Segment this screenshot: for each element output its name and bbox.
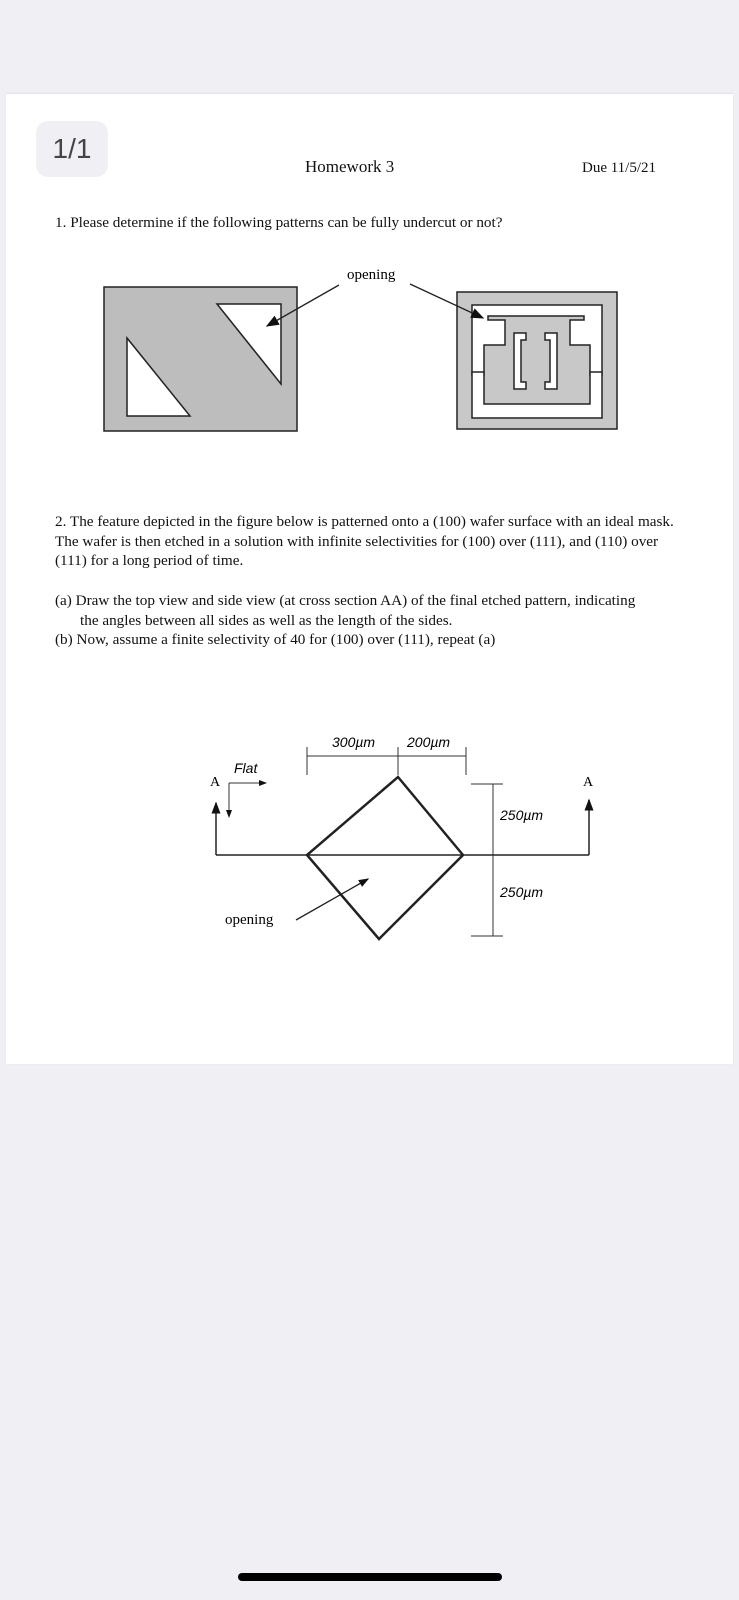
question-1-text: 1. Please determine if the following patterns can be fully undercut or not? [55,214,503,231]
due-date: Due 11/5/21 [582,160,657,176]
dim-250-upper-label: 250µm [500,807,544,823]
dim-250-lower-label: 250µm [500,884,544,900]
question-2-part-b: (b) Now, assume a finite selectivity of 40 for (100) over (111), repeat (a) [55,631,496,648]
page-indicator: 1/1 [36,121,108,177]
diamond-opening [307,777,463,939]
dim-300-label: 300µm [332,734,376,750]
part-a-line-2: the angles between all sides as well as the length of the sides. [80,611,453,629]
home-indicator[interactable] [238,1573,502,1581]
part-a-line-1: (a) Draw the top view and side view (at cross section AA) of the final etched pattern, indicating [55,592,636,609]
section-label-left: A [210,775,221,790]
dim-200-label: 200µm [407,734,451,750]
question-2-text: 2. The feature depicted in the figure below is patterned onto a (100) wafer surface with an ideal mask. The wafer is then etched in a solution with infinite selectivities for (100) over (111), and (110) over (111) for a long period of time. [55,513,674,569]
flat-label: Flat [234,760,258,776]
section-label-right: A [583,775,594,790]
opening-label: opening [347,267,396,283]
homework-title: Homework 3 [305,157,395,176]
opening-label-2: opening [225,912,274,928]
